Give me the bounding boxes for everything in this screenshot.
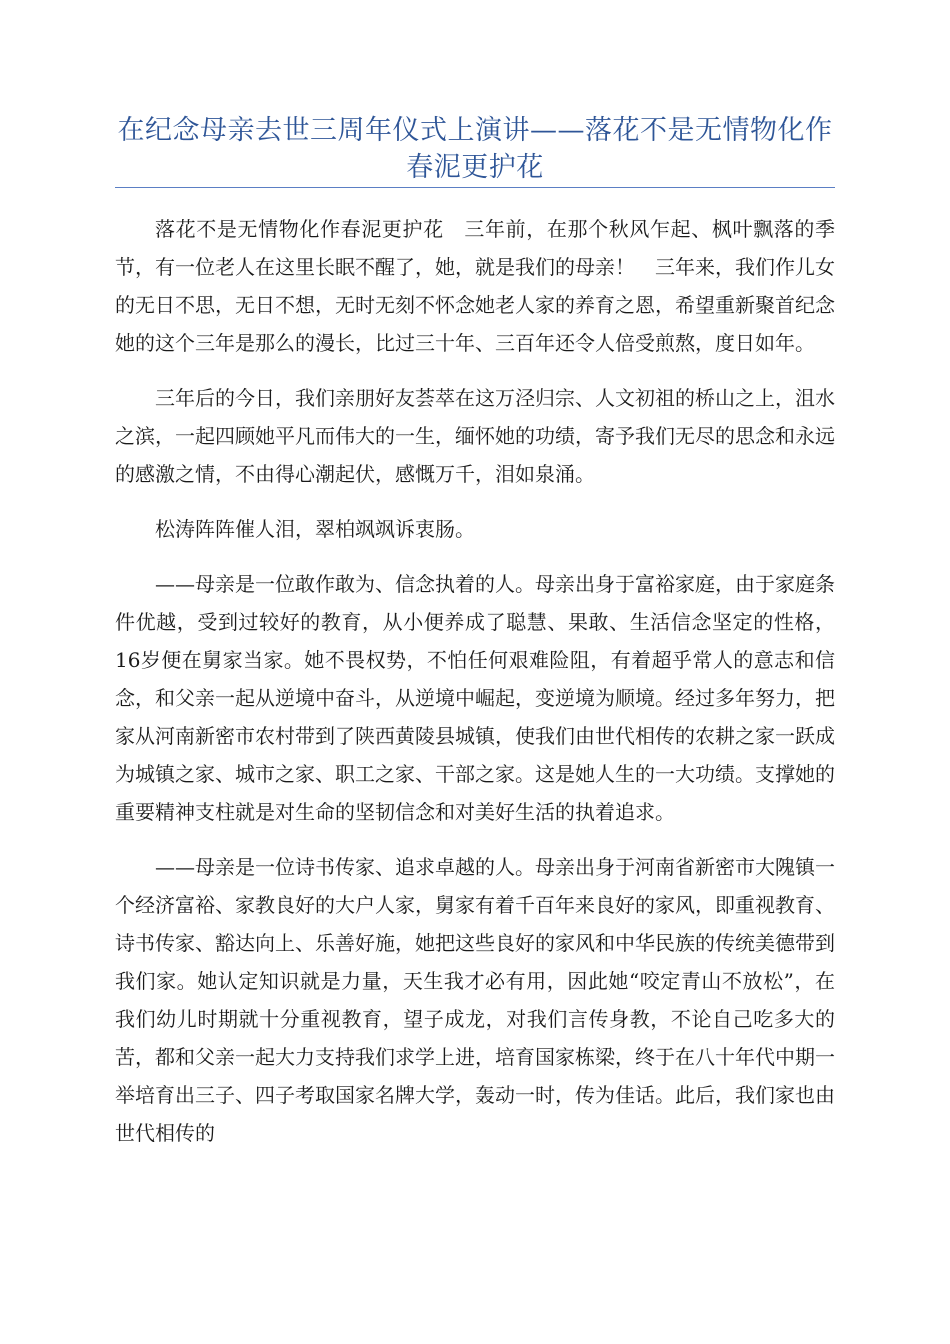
paragraph-4: ——母亲是一位敢作敢为、信念执着的人。母亲出身于富裕家庭，由于家庭条件优越，受到过较好的教育，从小便养成了聪慧、果敢、生活信念坚定的性格，16岁便在舅家当家。她不畏权势，不怕任何艰难险阻，有着超乎常人的意志和信念，和父亲一起从逆境中奋斗，从逆境中崛起，变逆境为顺境。经过多年努力，把家从河南新密市农村带到了陕西黄陵县城镇，使我们由世代相传的农耕之家一跃成为城镇之家、城市之家、职工之家、干部之家。这是她人生的一大功绩。支撑她的重要精神支柱就是对生命的坚韧信念和对美好生活的执着追求。 bbox=[115, 572, 835, 824]
paragraph-3: 松涛阵阵催人泪，翠柏飒飒诉衷肠。 bbox=[155, 517, 475, 541]
document-body bbox=[115, 210, 835, 1169]
paragraph-1: 落花不是无情物化作春泥更护花 三年前，在那个秋风乍起、枫叶飘落的季节，有一位老人在这里长眠不醒了，她，就是我们的母亲！ 三年来，我们作儿女的无日不思，无日不想，无时无刻不怀念她老人家的养育之恩，希望重新聚首纪念她的这个三年是那么的漫长，比过三十年、三百年还令人倍受煎熬，度日如年。 bbox=[115, 217, 835, 355]
paragraph-5: ——母亲是一位诗书传家、追求卓越的人。母亲出身于河南省新密市大隗镇一个经济富裕、家教良好的大户人家，舅家有着千百年来良好的家风，即重视教育、诗书传家、豁达向上、乐善好施，她把这些良好的家风和中华民族的传统美德带到我们家。她认定知识就是力量，天生我才必有用，因此她“咬定青山不放松”，在我们幼儿时期就十分重视教育，望子成龙，对我们言传身教，不论自己吃多大的苦，都和父亲一起大力支持我们求学上进，培育国家栋梁，终于在八十年代中期一举培育出三子、四子考取国家名牌大学，轰动一时，传为佳话。此后，我们家也由世代相传的 bbox=[115, 855, 835, 1145]
document-title: 在纪念母亲去世三周年仪式上演讲——落花不是无情物化作春泥更护花 bbox=[117, 115, 833, 183]
paragraph-2: 三年后的今日，我们亲朋好友荟萃在这万泾归宗、人文初祖的桥山之上，沮水之滨，一起四顾她平凡而伟大的一生，缅怀她的功绩，寄予我们无尽的思念和永远的感激之情，不由得心潮起伏，感慨万千，泪如泉涌。 bbox=[115, 386, 835, 486]
title-divider bbox=[115, 187, 835, 188]
